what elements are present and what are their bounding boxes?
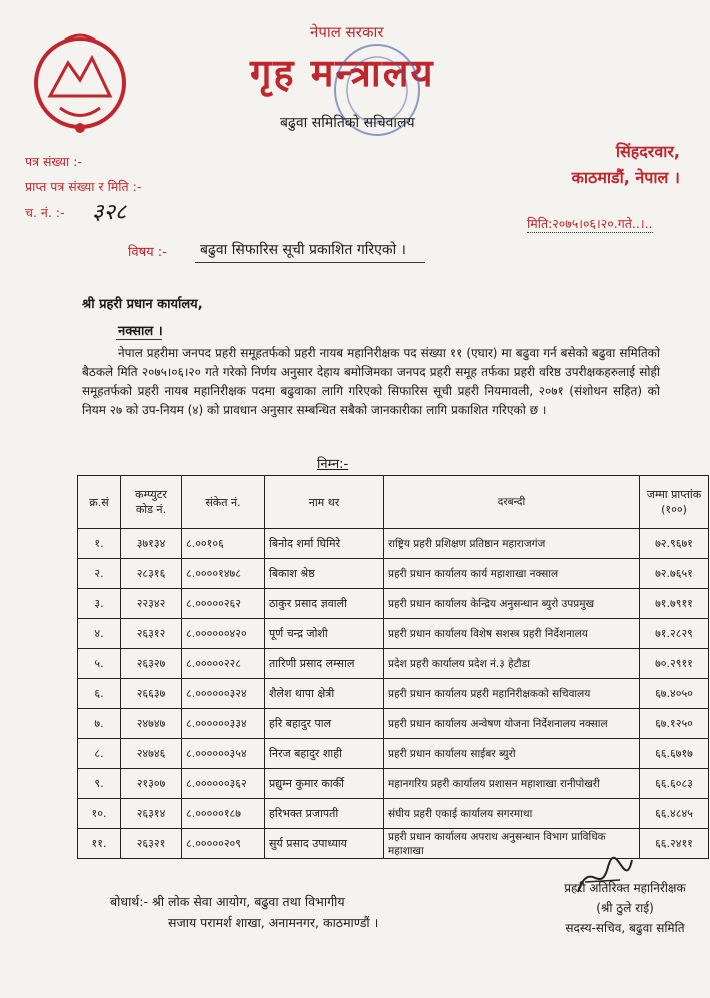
header-serial: क्र.सं [78, 476, 121, 529]
cell-post: प्रहरी प्रधान कार्यालय विशेष सशस्त्र प्रहरी निर्देशनालय [384, 619, 640, 649]
recommendation-table [77, 475, 709, 859]
table-row [78, 799, 709, 829]
letter-date: मिति:२०७५।०६।२०.गते..।.. [527, 216, 653, 231]
cell-serial: ४. [78, 619, 121, 649]
cell-symbol-no: ८.००००००३२४ [182, 679, 265, 709]
cell-post: प्रहरी प्रधान कार्यालय प्रहरी महानिरीक्षकको सचिवालय [384, 679, 640, 709]
cc-label: बोधार्थ:- [110, 894, 149, 909]
cell-serial: ६. [78, 679, 121, 709]
cell-total-marks: ६६.६७१७ [640, 739, 709, 769]
list-heading: निम्न:- [317, 457, 349, 472]
cell-post: प्रहरी प्रधान कार्यालय अन्वेषण योजना निर्देशनालय नक्साल [384, 709, 640, 739]
subject-label: विषय :- [128, 245, 167, 260]
addressee: श्री प्रहरी प्रधान कार्यालय, [82, 297, 203, 312]
signatory-name: (श्री ठुले राई) [596, 901, 654, 915]
signature-block [540, 878, 710, 938]
cc-line-1: श्री लोक सेवा आयोग, बढुवा तथा विभागीय [152, 894, 345, 909]
signatory-title: प्रहरी अतिरिक्त महानिरीक्षक [564, 881, 686, 895]
cell-serial: २. [78, 559, 121, 589]
government-name: नेपाल सरकार [310, 23, 384, 41]
cell-total-marks: ६६.२४११ [640, 829, 709, 859]
table-row [78, 559, 709, 589]
cell-post: प्रहरी प्रधान कार्यालय केन्द्रिय अनुसन्धान ब्युरो उपप्रमुख [384, 589, 640, 619]
cell-symbol-no: ८.०००००२२८ [182, 649, 265, 679]
cell-name: बिनोद शर्मा घिमिरे [265, 529, 384, 559]
table-row [78, 679, 709, 709]
cell-name: शैलेश थापा क्षेत्री [265, 679, 384, 709]
table-header-row [78, 476, 709, 529]
cell-name: हरि बहादुर पाल [265, 709, 384, 739]
cell-computer-code: २६३१२ [121, 619, 182, 649]
cell-serial: १. [78, 529, 121, 559]
cell-name: हरिभक्त प्रजापती [265, 799, 384, 829]
cell-serial: ५. [78, 649, 121, 679]
table-row [78, 769, 709, 799]
header-total-marks: जम्मा प्राप्तांक (१००) [640, 476, 709, 529]
table-row [78, 529, 709, 559]
cell-symbol-no: ८.००००००४२० [182, 619, 265, 649]
cell-computer-code: २८३१६ [121, 559, 182, 589]
cell-computer-code: २६३१४ [121, 799, 182, 829]
cell-serial: ८. [78, 739, 121, 769]
cell-total-marks: ७२.९६७१ [640, 529, 709, 559]
received-letter-label: प्राप्त पत्र संख्या र मिति :- [25, 179, 142, 194]
cell-computer-code: २६६३७ [121, 679, 182, 709]
cell-serial: ७. [78, 709, 121, 739]
header-post: दरबन्दी [384, 476, 640, 529]
header-symbol-no: संकेत नं. [182, 476, 265, 529]
cell-name: सुर्य प्रसाद उपाध्याय [265, 829, 384, 859]
cell-name: तारिणी प्रसाद लम्साल [265, 649, 384, 679]
cell-post: प्रहरी प्रधान कार्यालय साईबर ब्युरो [384, 739, 640, 769]
cell-symbol-no: ८.००००००३३४ [182, 709, 265, 739]
ministry-title: गृह मन्त्रालय [250, 50, 435, 95]
department-name: बढुवा समितिको सचिवालय [280, 115, 415, 131]
cell-symbol-no: ८.०००००२६२ [182, 589, 265, 619]
subject-text: बढुवा सिफारिस सूची प्रकाशित गरिएको । [200, 242, 406, 258]
cell-name: निरज बहादुर शाही [265, 739, 384, 769]
cell-symbol-no: ८.००००००३५४ [182, 739, 265, 769]
dispatch-number-label: च. नं. :- [25, 205, 65, 220]
cell-symbol-no: ८.०००००२०९ [182, 829, 265, 859]
signatory-role: सदस्य-सचिव, बढुवा समिति [565, 921, 685, 935]
cell-total-marks: ७१.७९११ [640, 589, 709, 619]
addressee-place: नक्साल । [118, 324, 163, 339]
cell-serial: ११. [78, 829, 121, 859]
cell-name: ठाकुर प्रसाद ज्ञवाली [265, 589, 384, 619]
cell-computer-code: ३७१३४ [121, 529, 182, 559]
cell-symbol-no: ८.००००१४७८ [182, 559, 265, 589]
cell-serial: १०. [78, 799, 121, 829]
cell-total-marks: ६६.४८४५ [640, 799, 709, 829]
cell-computer-code: २६३२१ [121, 829, 182, 859]
cell-post: प्रदेश प्रहरी कार्यालय प्रदेश नं.३ हेटौडा [384, 649, 640, 679]
cell-symbol-no: ८.००००००३६२ [182, 769, 265, 799]
cell-symbol-no: ८.००१०६ [182, 529, 265, 559]
cell-serial: ३. [78, 589, 121, 619]
cell-post: राष्ट्रिय प्रहरी प्रशिक्षण प्रतिष्ठान महाराजगंज [384, 529, 640, 559]
cell-computer-code: २२३४२ [121, 589, 182, 619]
cell-post: प्रहरी प्रधान कार्यालय कार्य महाशाखा नक्साल [384, 559, 640, 589]
cell-total-marks: ७०.२९११ [640, 649, 709, 679]
cell-total-marks: ६७.४०५० [640, 679, 709, 709]
table-row [78, 589, 709, 619]
cell-post: महानगरिय प्रहरी कार्यालय प्रशासन महाशाखा रानीपोखरी [384, 769, 640, 799]
cell-name: बिकाश श्रेष्ठ [265, 559, 384, 589]
table-row [78, 649, 709, 679]
table-row [78, 709, 709, 739]
cc-block [110, 891, 378, 933]
nepal-emblem-icon [30, 28, 130, 138]
header-computer-code: कम्प्युटर कोड नं. [121, 476, 182, 529]
body-paragraph: नेपाल प्रहरीमा जनपद प्रहरी समूहतर्फको प्रहरी नायब महानिरीक्षक पद संख्या ११ (एघार) मा बढुवा गर्न बसेको बढुवा समितिको बैठकले मिति २०७५।०६।२० गते गरेको निर्णय अनुसार देहाय बमोजिमका जनपद प्रहरी समूह तर्फका प्रहरी वरिष्ठ उपरीक्षकहरुलाई सोही समूहतर्फको प्रहरी नायब महानिरीक्षक पदमा बढुवाका लागि गरिएको सिफारिस सूची प्रहरी नियमावली, २०७१ (संशोधन सहित) को नियम २७ को उप-नियम (४) को प्रावधान अनुसार सम्बन्धित सबैको जानकारीका लागि प्रकाशित गरिएको छ । [82, 346, 660, 417]
place-underline [116, 339, 162, 340]
cc-line-2: सजाय परामर्श शाखा, अनामनगर, काठमाण्डौं । [168, 915, 379, 930]
cell-name: पूर्ण चन्द्र जोशी [265, 619, 384, 649]
address-line-2: काठमाडौं, नेपाल । [571, 168, 680, 187]
subject-underline [195, 262, 425, 263]
cell-name: प्रद्युम्न कुमार कार्की [265, 769, 384, 799]
cell-computer-code: २१३०७ [121, 769, 182, 799]
table-row [78, 619, 709, 649]
cell-post: संघीय प्रहरी एकाई कार्यालय सगरमाथा [384, 799, 640, 829]
cell-total-marks: ६६.६०८३ [640, 769, 709, 799]
cell-total-marks: ६७.१२५० [640, 709, 709, 739]
letter-number-label: पत्र संख्या :- [25, 154, 82, 169]
header-name: नाम थर [265, 476, 384, 529]
cell-symbol-no: ८.०००००१८७ [182, 799, 265, 829]
dispatch-number: ३२८ [92, 200, 127, 225]
table-row [78, 739, 709, 769]
cell-serial: ९. [78, 769, 121, 799]
cell-total-marks: ७२.७६५१ [640, 559, 709, 589]
cell-computer-code: २६३२७ [121, 649, 182, 679]
cell-computer-code: २४७४६ [121, 739, 182, 769]
cell-total-marks: ७१.२८२९ [640, 619, 709, 649]
address-line-1: सिंहदरवार, [615, 142, 680, 161]
cell-post: प्रहरी प्रधान कार्यालय अपराध अनुसन्धान विभाग प्राविधिक महाशाखा [384, 829, 640, 859]
cell-computer-code: २४७४७ [121, 709, 182, 739]
